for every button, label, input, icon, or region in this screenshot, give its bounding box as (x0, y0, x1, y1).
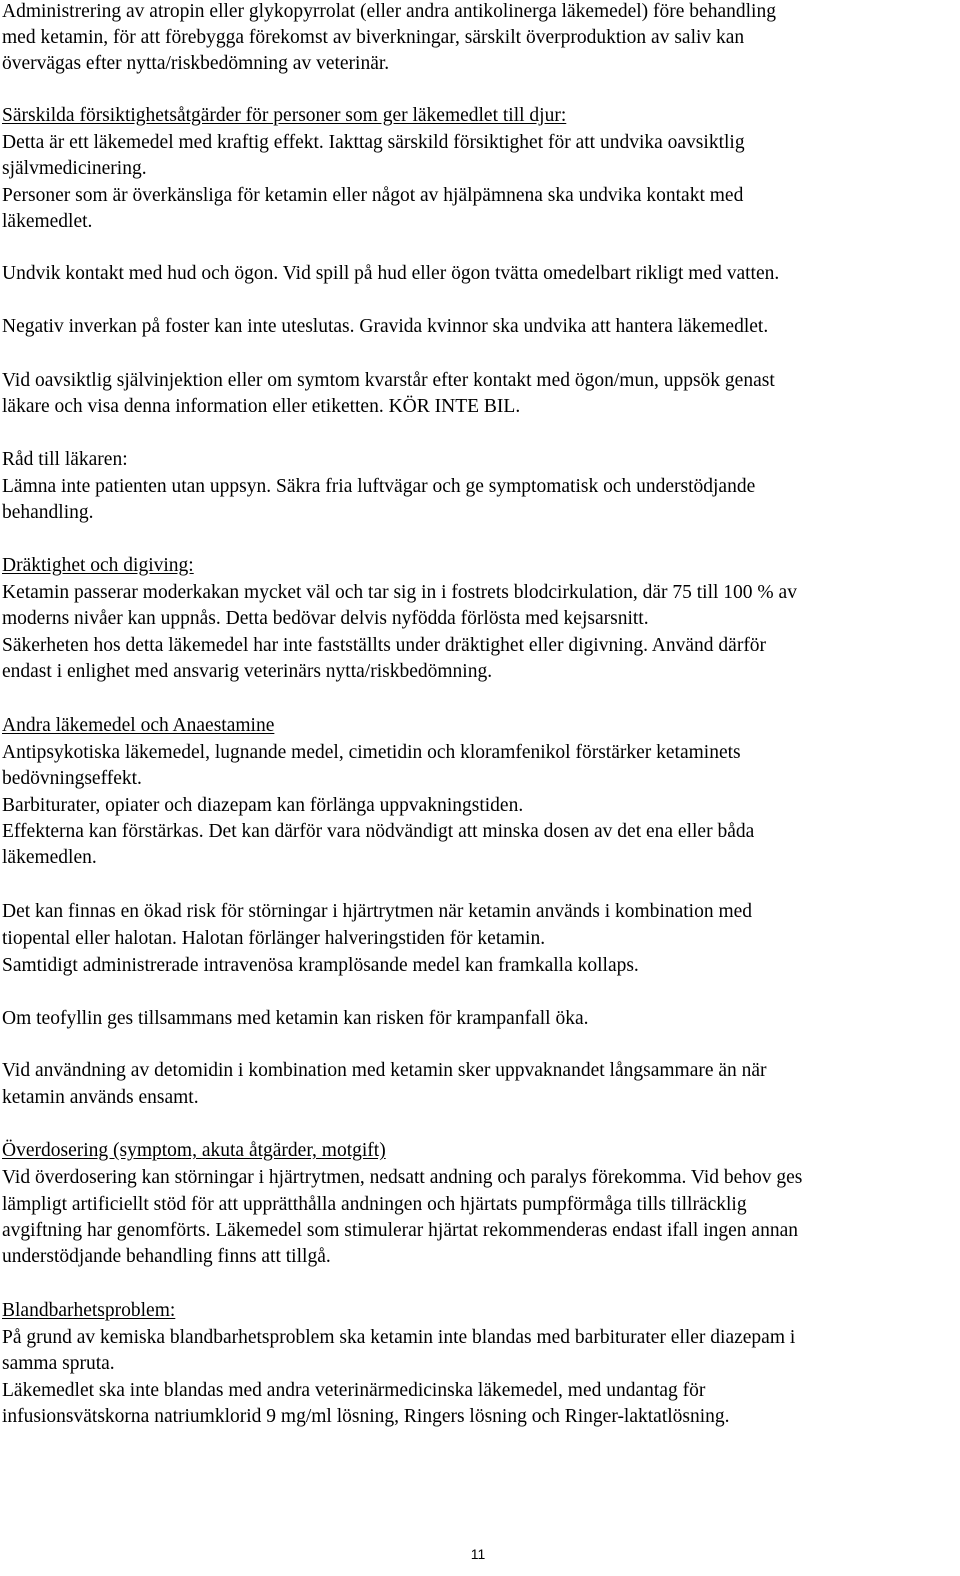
precautions-line-8: läkare och visa denna information eller etiketten. KÖR INTE BIL. (2, 396, 521, 417)
precautions-line-1: Detta är ett läkemedel med kraftig effekt. Iakttag särskild försiktighet för att undvika oavsiktlig (2, 132, 745, 153)
precautions-line-7: Vid oavsiktlig självinjektion eller om symtom kvarstår efter kontakt med ögon/mun, uppsök genast (2, 370, 775, 391)
interactions-line-2: bedövningseffekt. (2, 768, 142, 789)
heading-pregnancy: Dräktighet och digiving: (2, 555, 194, 576)
interactions-line-4: Effekterna kan förstärkas. Det kan därför vara nödvändigt att minska dosen av det ena eller båda (2, 821, 755, 842)
pregnancy-line-1: Ketamin passerar moderkakan mycket väl och tar sig in i fostrets blodcirkulation, där 75 till 100 % av (2, 582, 797, 603)
incompatibilities-line-4: infusionsvätskorna natriumklorid 9 mg/ml lösning, Ringers lösning och Ringer-laktatlösning. (2, 1406, 730, 1427)
interactions-line-6: Det kan finnas en ökad risk för störningar i hjärtrytmen när ketamin används i kombination med (2, 901, 753, 922)
interactions-line-1: Antipsykotiska läkemedel, lugnande medel, cimetidin och kloramfenikol förstärker ketaminets (2, 742, 741, 763)
pregnancy-line-3: Säkerheten hos detta läkemedel har inte fastställts under dräktighet eller digivning. Använd därför (2, 635, 767, 656)
precautions-line-2: självmedicinering. (2, 158, 147, 179)
heading-precautions: Särskilda försiktighetsåtgärder för personer som ger läkemedlet till djur: (2, 105, 567, 126)
interactions-line-5: läkemedlen. (2, 847, 97, 868)
interactions-line-9: Om teofyllin ges tillsammans med ketamin kan risken för krampanfall öka. (2, 1008, 589, 1029)
overdose-line-3: avgiftning har genomförts. Läkemedel som stimulerar hjärtat rekommenderas endast ifall ingen annan (2, 1220, 798, 1241)
heading-interactions: Andra läkemedel och Anaestamine (2, 715, 275, 736)
precautions-line-3: Personer som är överkänsliga för ketamin eller något av hjälpämnena ska undvika kontakt med (2, 185, 744, 206)
interactions-line-11: ketamin används ensamt. (2, 1087, 199, 1108)
interactions-line-10: Vid användning av detomidin i kombination med ketamin sker uppvaknandet långsammare än när (2, 1060, 767, 1081)
incompatibilities-line-1: På grund av kemiska blandbarhetsproblem ska ketamin inte blandas med barbiturater eller diazepam i (2, 1327, 796, 1348)
precautions-line-4: läkemedlet. (2, 211, 93, 232)
precautions-line-6: Negativ inverkan på foster kan inte uteslutas. Gravida kvinnor ska undvika att hantera läkemedlet. (2, 316, 769, 337)
overdose-line-2: lämpligt artificiellt stöd för att upprätthålla andningen och hjärtats pumpförmåga tills tillräcklig (2, 1194, 747, 1215)
intro-line-2: med ketamin, för att förebygga förekomst av biverkningar, särskilt överproduktion av saliv kan (2, 27, 745, 48)
interactions-line-7: tiopental eller halotan. Halotan förlänger halveringstiden för ketamin. (2, 928, 546, 949)
pregnancy-line-2: moderns nivåer kan uppnås. Detta bedövar delvis nyfödda förlösta med kejsarsnitt. (2, 608, 649, 629)
interactions-line-8: Samtidigt administrerade intravenösa kramplösande medel kan framkalla kollaps. (2, 955, 639, 976)
precautions-line-5: Undvik kontakt med hud och ögon. Vid spill på hud eller ögon tvätta omedelbart rikligt med vatten. (2, 263, 780, 284)
overdose-line-4: understödjande behandling finns att tillgå. (2, 1246, 331, 1267)
interactions-line-3: Barbiturater, opiater och diazepam kan förlänga uppvakningstiden. (2, 795, 524, 816)
page-number: 11 (470, 1546, 486, 1562)
incompatibilities-line-2: samma spruta. (2, 1353, 115, 1374)
intro-line-1: Administrering av atropin eller glykopyrrolat (eller andra antikolinerga läkemedel) före behandling (2, 1, 776, 22)
heading-advice-doctor: Råd till läkaren: (2, 449, 128, 470)
intro-line-3: övervägas efter nytta/riskbedömning av veterinär. (2, 53, 390, 74)
heading-overdose: Överdosering (symptom, akuta åtgärder, motgift) (2, 1140, 386, 1161)
heading-incompatibilities: Blandbarhetsproblem: (2, 1300, 176, 1321)
advice-line-1: Lämna inte patienten utan uppsyn. Säkra fria luftvägar och ge symptomatisk och understödjande (2, 476, 756, 497)
advice-line-2: behandling. (2, 502, 94, 523)
pregnancy-line-4: endast i enlighet med ansvarig veterinärs nytta/riskbedömning. (2, 661, 493, 682)
overdose-line-1: Vid överdosering kan störningar i hjärtrytmen, nedsatt andning och paralys förekomma. Vid behov ges (2, 1167, 803, 1188)
incompatibilities-line-3: Läkemedlet ska inte blandas med andra veterinärmedicinska läkemedel, med undantag för (2, 1380, 706, 1401)
